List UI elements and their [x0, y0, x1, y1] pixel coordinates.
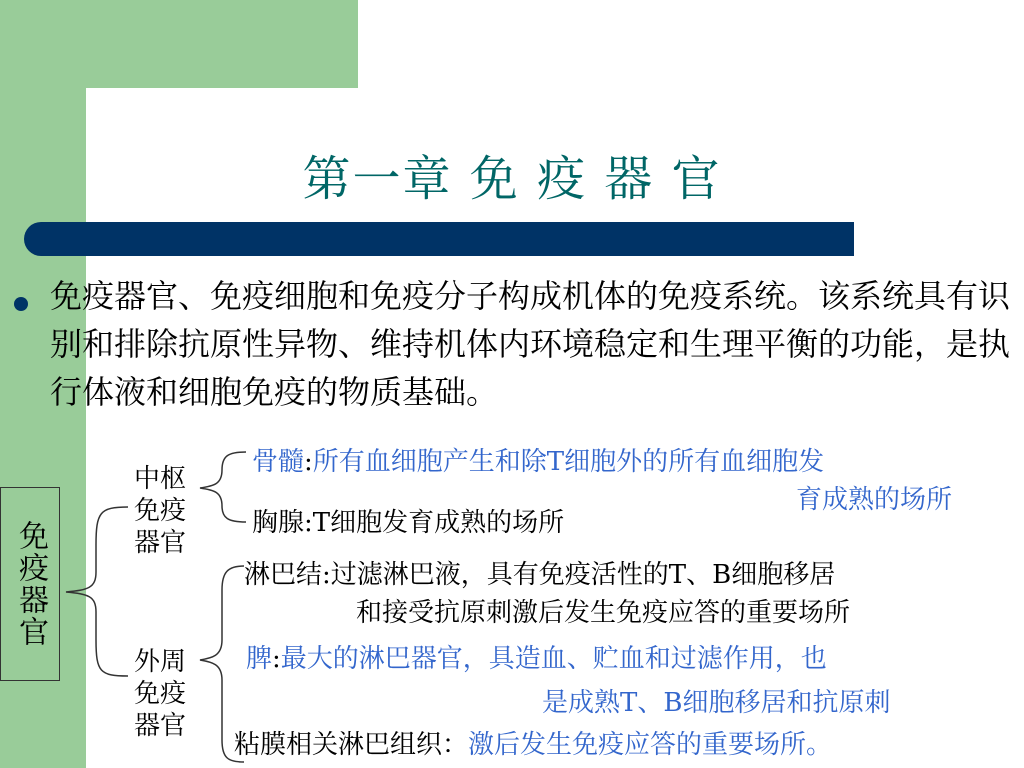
thymus-line: 胸腺:T细胞发育成熟的场所: [252, 508, 565, 538]
bone-marrow-description-cont: 育成熟的场所: [796, 485, 953, 515]
slide-title: 第一章 免 疫 器 官: [302, 151, 722, 207]
colon-separator: :: [272, 644, 281, 674]
peripheral-organs-label: 外周免疫器官: [134, 647, 187, 741]
thymus-description: T细胞发育成熟的场所: [312, 508, 565, 538]
central-organs-label: 中枢免疫器官: [134, 464, 187, 558]
bone-marrow-line: [252, 443, 824, 481]
bullet-paragraph: 免疫器官、免疫细胞和免疫分子构成机体的免疫系统。该系统具有识别和排除抗原性异物、维持机体内环境稳定和生理平衡的功能，是执行体液和细胞免疫的物质基础。: [50, 277, 1011, 411]
spleen-description: 最大的淋巴器官，具造血、贮血和过滤作用，也: [280, 644, 827, 674]
malt-description: 激后发生免疫应答的重要场所。: [468, 730, 833, 760]
lymph-node-line-cont: 和接受抗原刺激后发生免疫应答的重要场所: [356, 598, 851, 628]
spleen-description-cont: 是成熟T、B细胞移居和抗原刺: [542, 688, 891, 718]
spleen-term: 脾: [246, 644, 273, 674]
root-brace: [66, 507, 128, 676]
bone-marrow-term: 骨髓: [252, 447, 305, 477]
thymus-term: 胸腺: [252, 508, 305, 538]
root-node-label: 免疫器官: [13, 520, 48, 648]
malt-line: [234, 726, 832, 764]
bone-marrow-description: 所有血细胞产生和除T细胞外的所有血细胞发: [312, 447, 825, 477]
malt-term: 粘膜相关淋巴组织：: [234, 730, 469, 760]
spleen-line: [246, 640, 827, 678]
colon-separator: :: [304, 447, 313, 477]
central-brace: [200, 452, 246, 522]
lymph-node-line: 淋巴结:过滤淋巴液，具有免疫活性的T、B细胞移居: [244, 560, 836, 590]
